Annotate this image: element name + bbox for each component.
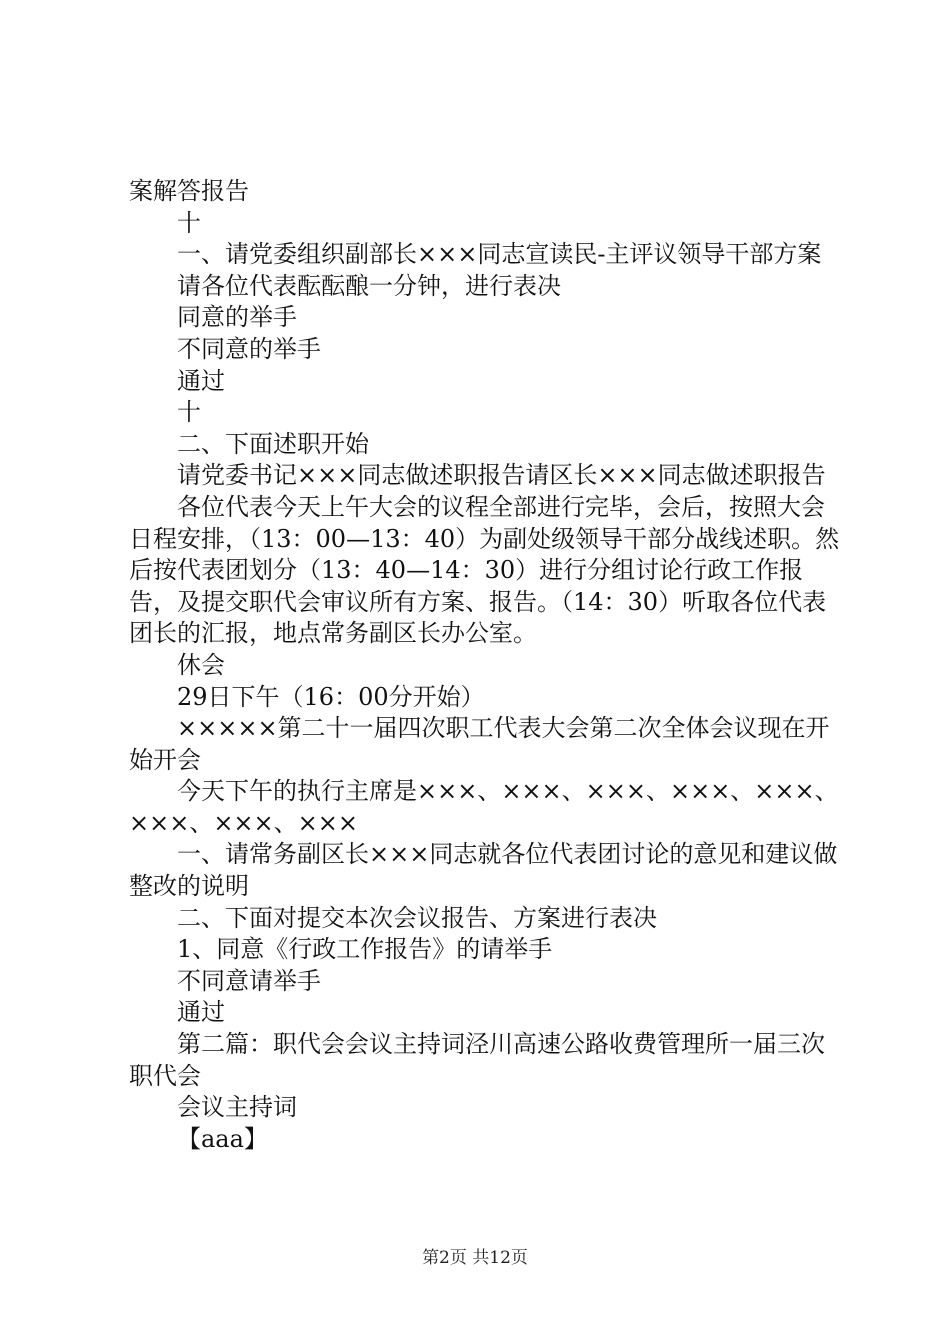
paragraph: 会议主持词 — [177, 1093, 297, 1122]
paragraph: 1、同意《行政工作报告》的请举手 — [177, 935, 553, 964]
paragraph: 休会 — [177, 650, 225, 679]
paragraph: 第二篇：职代会会议主持词泾川高速公路收费管理所一届三次职代会 — [129, 1030, 825, 1090]
paragraph: 同意的举手 — [177, 303, 297, 332]
paragraph: 请党委书记×××同志做述职报告请区长×××同志做述职报告 — [177, 461, 826, 490]
paragraph: ×××××第二十一届四次职工代表大会第二次全体会议现在开始开会 — [129, 714, 830, 774]
paragraph: 二、下面对提交本次会议报告、方案进行表决 — [177, 903, 657, 932]
paragraph: 请各位代表酝酝酿一分钟，进行表决 — [177, 271, 561, 300]
paragraph: 十 — [177, 398, 201, 427]
paragraph: 不同意的举手 — [177, 334, 321, 363]
paragraph: 一、请党委组织副部长×××同志宣读民-主评议领导干部方案 — [177, 240, 822, 269]
paragraph: 二、下面述职开始 — [177, 429, 369, 458]
paragraph: 通过 — [177, 366, 225, 395]
page-footer: 第2页 共12页 — [422, 1248, 528, 1268]
paragraph: 【aaa】 — [177, 1124, 268, 1153]
paragraph: 29日下午（16：00分开始） — [177, 682, 485, 711]
paragraph: 今天下午的执行主席是×××、×××、×××、×××、×××、×××、×××、××× — [129, 777, 839, 837]
paragraph: 一、请常务副区长×××同志就各位代表团讨论的意见和建议做整改的说明 — [129, 840, 838, 901]
paragraph: 案解答报告 — [129, 177, 249, 205]
paragraph: 通过 — [177, 998, 225, 1027]
document-body — [129, 176, 841, 1155]
paragraph: 各位代表今天上午大会的议程全部进行完毕，会后，按照大会日程安排，（13：00—13：40）为副处级领导干部分战线述职。然后按代表团划分（13：40—14：30）进行分组讨论行政工作报告，及提交职代会审议所有方案、报告。（14：30）听取各位代表团长的汇报，地点常务副区长办公室。 — [129, 492, 840, 648]
paragraph: 十 — [177, 208, 201, 237]
paragraph: 不同意请举手 — [177, 966, 321, 995]
